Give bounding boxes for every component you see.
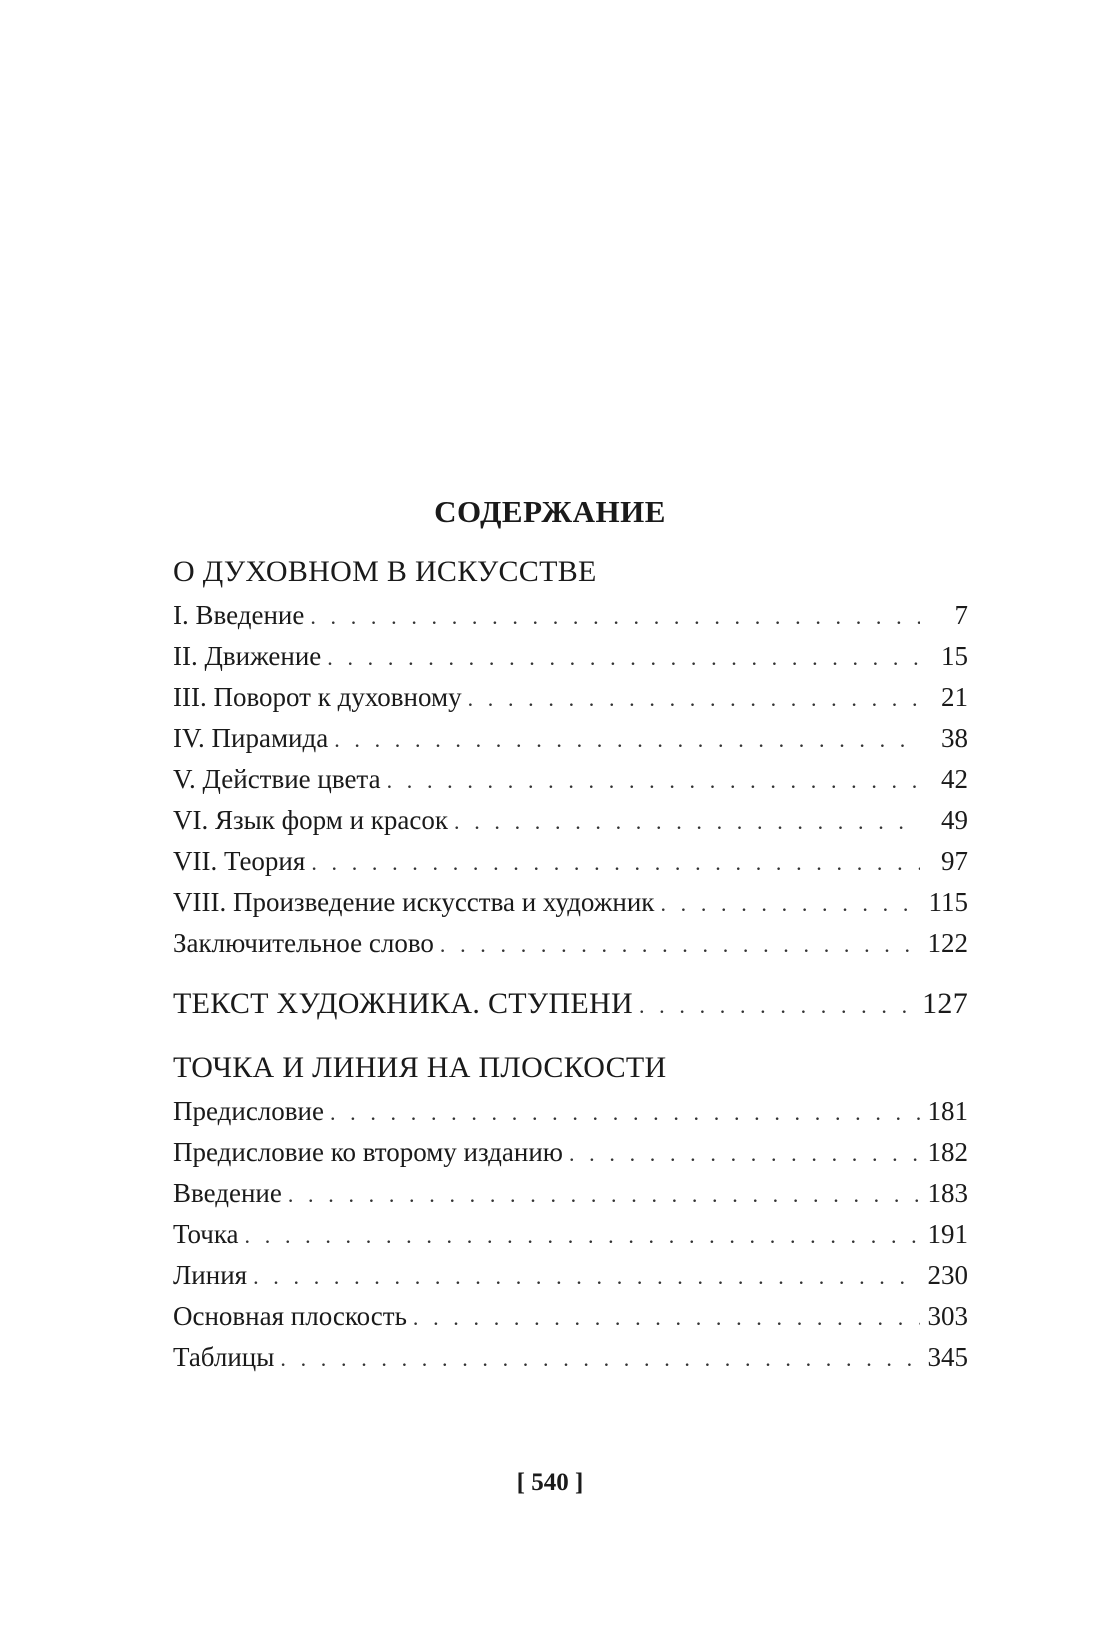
toc-entry-label: IV. Пирамида [173, 723, 329, 753]
toc-entry[interactable] [173, 639, 968, 675]
toc-entry[interactable] [173, 1258, 968, 1294]
toc-entry-label: Предисловие ко второму изданию [173, 1137, 563, 1167]
toc-entry-page: 49 [941, 805, 968, 835]
page-title: СОДЕРЖАНИЕ [434, 494, 666, 529]
dot-leader [310, 600, 920, 634]
toc-entry[interactable] [173, 926, 968, 962]
toc-entry-page: 345 [927, 1342, 968, 1372]
section-title-artist-text: ТЕКСТ ХУДОЖНИКА. СТУПЕНИ [173, 987, 633, 1020]
toc-entry-page: 127 [922, 987, 968, 1020]
toc-entry[interactable] [173, 1135, 968, 1171]
toc-entry[interactable] [173, 844, 968, 880]
toc-entry-label: Предисловие [173, 1096, 324, 1126]
toc-entry-page: 7 [954, 600, 968, 630]
toc-entry-page: 181 [927, 1096, 968, 1126]
toc-entry-page: 183 [927, 1178, 968, 1208]
toc-entry-artist-text[interactable] [173, 987, 968, 1023]
toc-entry-label: Таблицы [173, 1342, 275, 1372]
page-number: [ 540 ] [516, 1469, 584, 1496]
toc-entry-label: VII. Теория [173, 846, 306, 876]
toc-entry-label: Заключительное слово [173, 928, 434, 958]
toc-entry-page: 115 [928, 887, 968, 917]
toc-entry[interactable] [173, 1299, 968, 1335]
toc-entry[interactable] [173, 721, 968, 757]
toc-entry-label: Точка [173, 1219, 239, 1249]
toc-entry[interactable] [173, 803, 968, 839]
toc-entry[interactable] [173, 762, 968, 798]
toc-entry-label: I. Введение [173, 600, 305, 630]
section-title-spiritual-in-art: О ДУХОВНОМ В ИСКУССТВЕ [173, 555, 597, 588]
dot-leader [327, 641, 920, 675]
toc-entry-label: Линия [173, 1260, 248, 1290]
toc-entry[interactable] [173, 1340, 968, 1376]
toc-entry[interactable] [173, 680, 968, 716]
toc-entry-page: 122 [927, 928, 968, 958]
toc-entry-label: III. Поворот к духовному [173, 682, 462, 712]
section-title-point-and-line: ТОЧКА И ЛИНИЯ НА ПЛОСКОСТИ [173, 1051, 667, 1084]
dot-leader [280, 1342, 919, 1376]
toc-entry-page: 42 [941, 764, 968, 794]
dot-leader [454, 805, 920, 839]
toc-entry-label: VIII. Произведение искусства и художник [173, 887, 655, 917]
toc-entry-page: 38 [941, 723, 968, 753]
toc-entry[interactable] [173, 1176, 968, 1212]
toc-entry-page: 97 [941, 846, 968, 876]
toc-entry-page: 182 [927, 1137, 968, 1167]
toc-entry-label: Основная плоскость [173, 1301, 407, 1331]
dot-leader [468, 682, 920, 716]
toc-entry-page: 21 [941, 682, 968, 712]
dot-leader [639, 989, 914, 1023]
toc-entry-label: II. Движение [173, 641, 322, 671]
dot-leader [330, 1096, 920, 1130]
dot-leader [288, 1178, 920, 1212]
dot-leader [413, 1301, 920, 1335]
toc-entry[interactable] [173, 598, 968, 634]
toc-entry[interactable] [173, 1094, 968, 1130]
toc-entry-label: V. Действие цвета [173, 764, 381, 794]
toc-entry-label: VI. Язык форм и красок [173, 805, 448, 835]
dot-leader [245, 1219, 920, 1253]
dot-leader [253, 1260, 919, 1294]
toc-entry[interactable] [173, 885, 968, 921]
dot-leader [569, 1137, 920, 1171]
toc-entry-page: 191 [927, 1219, 968, 1249]
toc-entry-label: Введение [173, 1178, 282, 1208]
dot-leader [440, 928, 920, 962]
toc-entry-page: 303 [927, 1301, 968, 1331]
toc-entry[interactable] [173, 1217, 968, 1253]
dot-leader [334, 723, 920, 757]
toc-entry-page: 15 [941, 641, 968, 671]
dot-leader [660, 887, 920, 921]
toc-entry-page: 230 [927, 1260, 968, 1290]
dot-leader [387, 764, 920, 798]
dot-leader [311, 846, 920, 880]
